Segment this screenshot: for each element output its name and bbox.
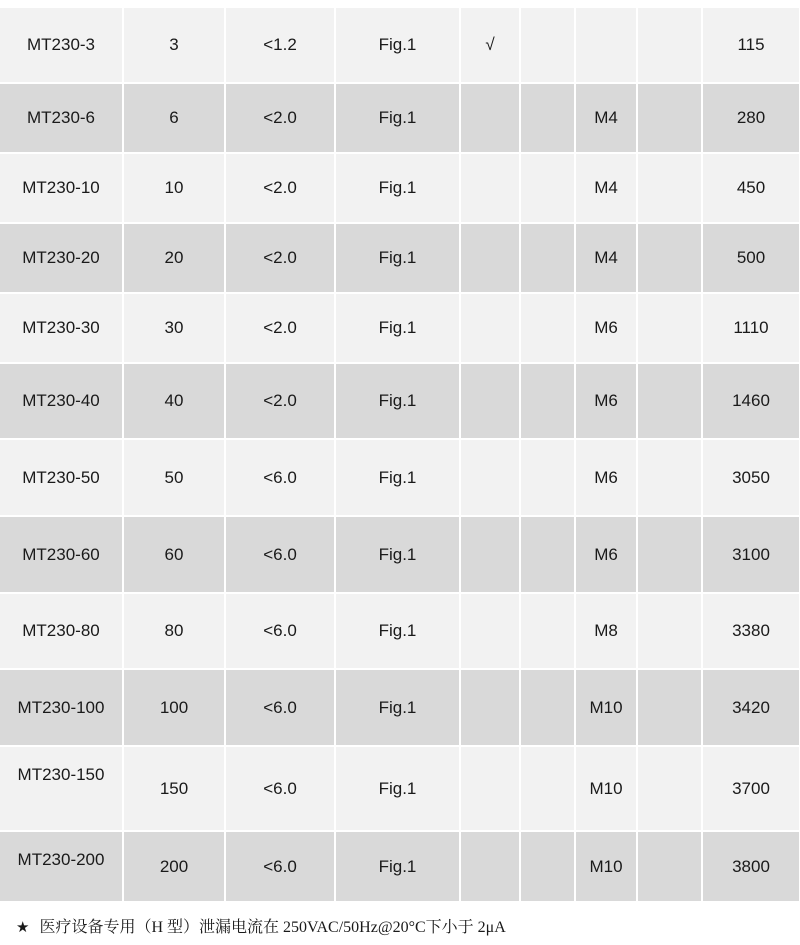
current-cell: 20 xyxy=(123,223,225,293)
model-cell: MT230-40 xyxy=(0,363,123,439)
leakage-cell: <6.0 xyxy=(225,516,335,593)
current-cell: 40 xyxy=(123,363,225,439)
empty-cell xyxy=(637,153,702,223)
leakage-cell: <2.0 xyxy=(225,83,335,153)
figure-cell: Fig.1 xyxy=(335,439,460,516)
model-cell: MT230-50 xyxy=(0,439,123,516)
figure-cell: Fig.1 xyxy=(335,593,460,669)
empty-cell xyxy=(520,516,575,593)
star-icon: ★ xyxy=(16,920,30,936)
figure-cell: Fig.1 xyxy=(335,516,460,593)
figure-cell: Fig.1 xyxy=(335,153,460,223)
current-cell: 100 xyxy=(123,669,225,746)
medical-mark-cell xyxy=(460,669,520,746)
screw-size-cell xyxy=(575,8,637,83)
table-row xyxy=(0,8,800,83)
empty-cell xyxy=(637,831,702,902)
figure-cell: Fig.1 xyxy=(335,746,460,831)
leakage-cell: <2.0 xyxy=(225,363,335,439)
empty-cell xyxy=(637,223,702,293)
current-cell: 30 xyxy=(123,293,225,363)
model-cell: MT230-80 xyxy=(0,593,123,669)
table-row xyxy=(0,746,800,831)
current-cell: 6 xyxy=(123,83,225,153)
model-cell: MT230-20 xyxy=(0,223,123,293)
table-row xyxy=(0,153,800,223)
empty-cell xyxy=(520,831,575,902)
screw-size-cell: M10 xyxy=(575,746,637,831)
weight-cell: 1460 xyxy=(702,363,800,439)
empty-cell xyxy=(520,669,575,746)
model-cell: MT230-100 xyxy=(0,669,123,746)
table-row xyxy=(0,593,800,669)
weight-cell: 1110 xyxy=(702,293,800,363)
empty-cell xyxy=(637,593,702,669)
weight-cell: 3800 xyxy=(702,831,800,902)
leakage-cell: <2.0 xyxy=(225,153,335,223)
weight-cell: 3420 xyxy=(702,669,800,746)
screw-size-cell: M4 xyxy=(575,223,637,293)
screw-size-cell: M4 xyxy=(575,83,637,153)
screw-size-cell: M6 xyxy=(575,293,637,363)
current-cell: 3 xyxy=(123,8,225,83)
medical-mark-cell xyxy=(460,83,520,153)
weight-cell: 500 xyxy=(702,223,800,293)
medical-mark-cell xyxy=(460,593,520,669)
leakage-cell: <6.0 xyxy=(225,593,335,669)
empty-cell xyxy=(637,516,702,593)
empty-cell xyxy=(637,83,702,153)
empty-cell xyxy=(637,8,702,83)
empty-cell xyxy=(520,439,575,516)
figure-cell: Fig.1 xyxy=(335,293,460,363)
table-body xyxy=(0,8,800,902)
current-cell: 80 xyxy=(123,593,225,669)
weight-cell: 450 xyxy=(702,153,800,223)
screw-size-cell: M8 xyxy=(575,593,637,669)
footnote xyxy=(16,914,506,937)
model-cell: MT230-3 xyxy=(0,8,123,83)
figure-cell: Fig.1 xyxy=(335,363,460,439)
model-cell: MT230-30 xyxy=(0,293,123,363)
figure-cell: Fig.1 xyxy=(335,831,460,902)
empty-cell xyxy=(637,669,702,746)
medical-mark-cell xyxy=(460,746,520,831)
current-cell: 200 xyxy=(123,831,225,902)
figure-cell: Fig.1 xyxy=(335,83,460,153)
empty-cell xyxy=(637,363,702,439)
empty-cell xyxy=(637,293,702,363)
figure-cell: Fig.1 xyxy=(335,669,460,746)
screw-size-cell: M6 xyxy=(575,516,637,593)
empty-cell xyxy=(520,746,575,831)
model-cell: MT230-200 xyxy=(0,831,123,902)
leakage-cell: <2.0 xyxy=(225,223,335,293)
model-cell: MT230-10 xyxy=(0,153,123,223)
weight-cell: 3380 xyxy=(702,593,800,669)
empty-cell xyxy=(637,439,702,516)
model-cell: MT230-6 xyxy=(0,83,123,153)
table-row xyxy=(0,439,800,516)
weight-cell: 3050 xyxy=(702,439,800,516)
current-cell: 150 xyxy=(123,746,225,831)
weight-cell: 3100 xyxy=(702,516,800,593)
empty-cell xyxy=(637,746,702,831)
empty-cell xyxy=(520,223,575,293)
weight-cell: 3700 xyxy=(702,746,800,831)
empty-cell xyxy=(520,8,575,83)
figure-cell: Fig.1 xyxy=(335,8,460,83)
table-row xyxy=(0,223,800,293)
figure-cell: Fig.1 xyxy=(335,223,460,293)
leakage-cell: <6.0 xyxy=(225,746,335,831)
current-cell: 60 xyxy=(123,516,225,593)
empty-cell xyxy=(520,363,575,439)
screw-size-cell: M6 xyxy=(575,439,637,516)
medical-mark-cell xyxy=(460,831,520,902)
medical-mark-cell: √ xyxy=(460,8,520,83)
leakage-cell: <1.2 xyxy=(225,8,335,83)
empty-cell xyxy=(520,293,575,363)
medical-mark-cell xyxy=(460,293,520,363)
current-cell: 10 xyxy=(123,153,225,223)
leakage-cell: <6.0 xyxy=(225,669,335,746)
medical-mark-cell xyxy=(460,363,520,439)
empty-cell xyxy=(520,593,575,669)
table-row xyxy=(0,293,800,363)
weight-cell: 115 xyxy=(702,8,800,83)
leakage-cell: <6.0 xyxy=(225,831,335,902)
model-cell: MT230-150 xyxy=(0,746,123,831)
model-cell: MT230-60 xyxy=(0,516,123,593)
screw-size-cell: M6 xyxy=(575,363,637,439)
medical-mark-cell xyxy=(460,516,520,593)
weight-cell: 280 xyxy=(702,83,800,153)
leakage-cell: <6.0 xyxy=(225,439,335,516)
screw-size-cell: M4 xyxy=(575,153,637,223)
table-row xyxy=(0,363,800,439)
empty-cell xyxy=(520,153,575,223)
medical-mark-cell xyxy=(460,223,520,293)
current-cell: 50 xyxy=(123,439,225,516)
medical-mark-cell xyxy=(460,439,520,516)
footnote-text: 医疗设备专用（H 型）泄漏电流在 250VAC/50Hz@20°C下小于 2μA xyxy=(39,919,506,936)
screw-size-cell: M10 xyxy=(575,831,637,902)
spec-table xyxy=(0,8,800,903)
table-row xyxy=(0,516,800,593)
table-row xyxy=(0,831,800,902)
table-row xyxy=(0,83,800,153)
leakage-cell: <2.0 xyxy=(225,293,335,363)
table-row xyxy=(0,669,800,746)
empty-cell xyxy=(520,83,575,153)
medical-mark-cell xyxy=(460,153,520,223)
screw-size-cell: M10 xyxy=(575,669,637,746)
